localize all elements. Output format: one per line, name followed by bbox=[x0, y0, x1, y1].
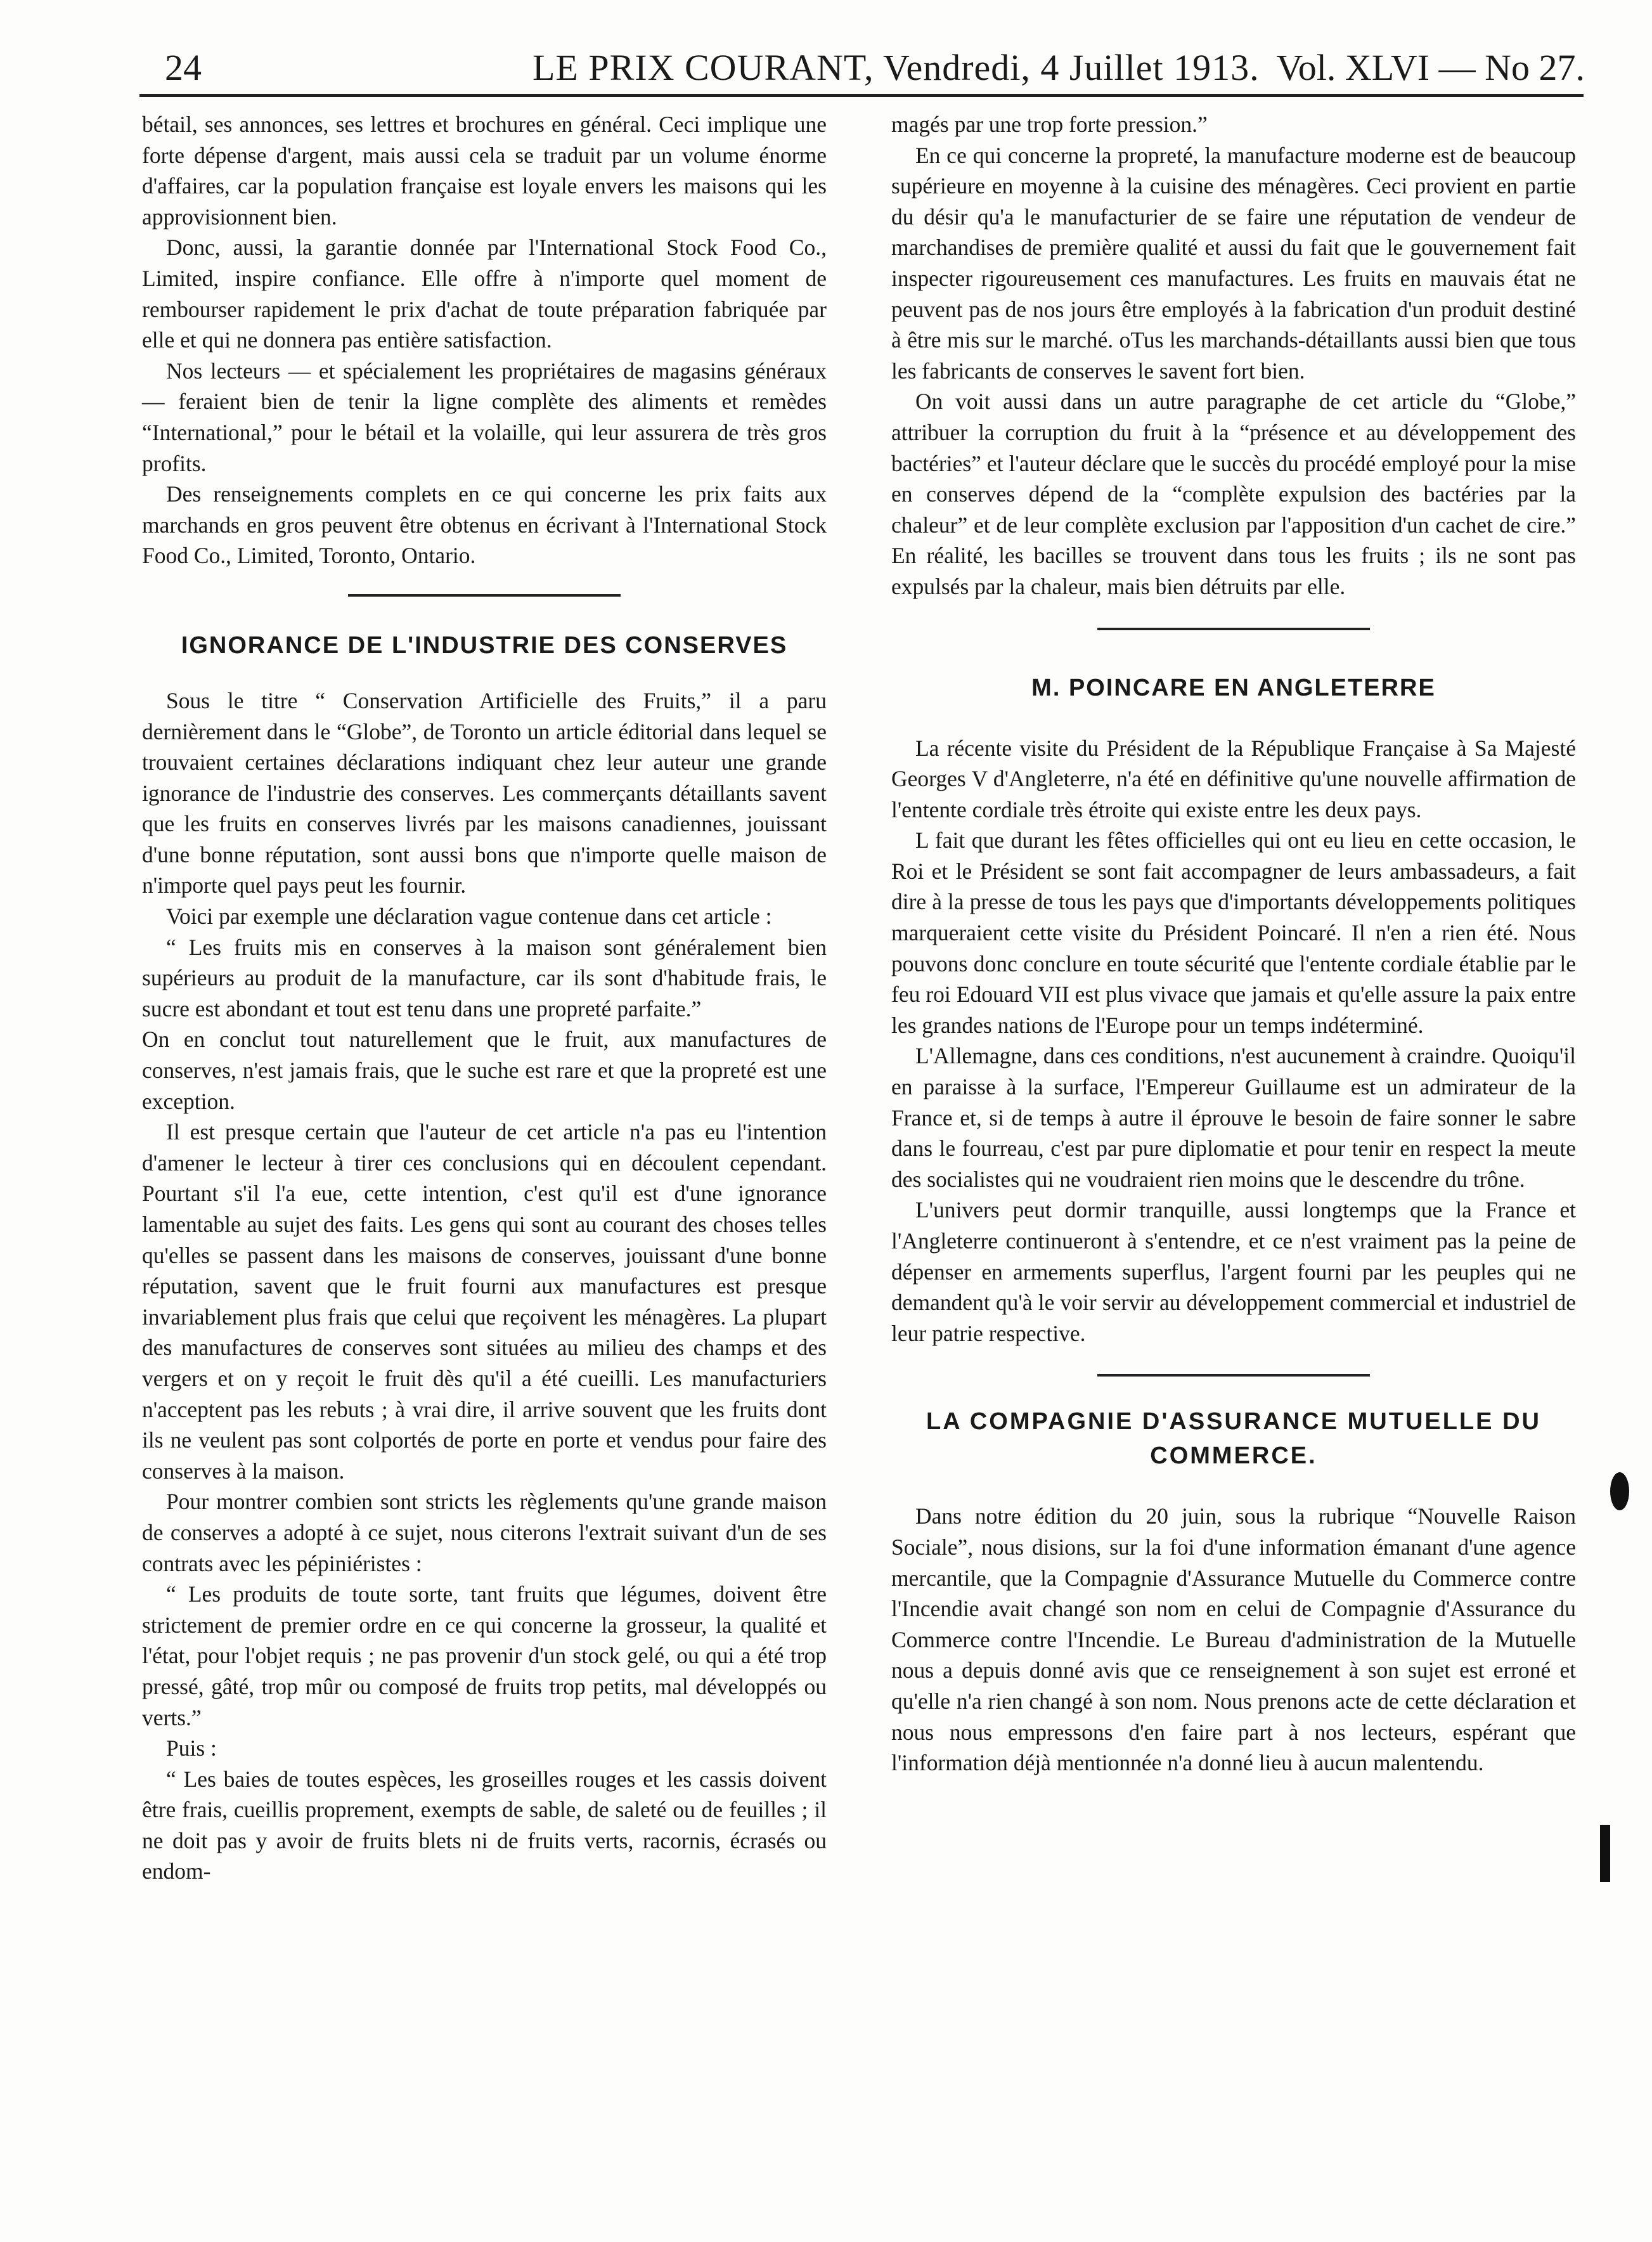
paragraph: magés par une trop forte pression.” bbox=[891, 112, 1208, 137]
section-title bbox=[891, 1404, 1576, 1473]
paragraph: L'univers peut dormir tranquille, aussi longtemps que la France et l'Angleterre continueront à s'entendre, et ce n'est vraiment pas la peine de dépenser en armements superflus, l'argent fourni par les peuples qui ne demandent qu'à le voir servir au développement commercial et industriel de leur patrie respective. bbox=[891, 1197, 1576, 1346]
section-title-line: COMMERCE. bbox=[1150, 1442, 1317, 1470]
page-header bbox=[165, 39, 1585, 96]
paragraph: L'Allemagne, dans ces conditions, n'est aucunement à craindre. Quoiqu'il en paraisse à la surface, l'Empereur Guillaume est un admirateur de la France et, si de temps à autre il éprouve le besoin de faire sonner le sabre dans le fourreau, c'est par pure diplomatie et pour tenir en respect la meute des socialistes qui ne voudraient rien moins que le descendre du trône. bbox=[891, 1043, 1576, 1192]
paragraph: Puis : bbox=[166, 1735, 217, 1761]
header-rule bbox=[139, 94, 1584, 97]
paragraph: La récente visite du Président de la République Française à Sa Majesté Georges V d'Angleterre, n'a été en définitive qu'une nouvelle affirmation de l'entente cordiale très étroite qui existe entre les deux pays. bbox=[891, 735, 1576, 822]
paragraph: Nos lecteurs — et spécialement les propriétaires de magasins généraux — feraient bien de tenir la ligne complète des aliments et remèdes “International,” pour le bétail et la volaille, qui leur assurera de très gros profits. bbox=[142, 358, 827, 476]
paragraph: Dans notre édition du 20 juin, sous la rubrique “Nouvelle Raison Sociale”, nous disions, sur la foi d'une information émanant d'une agence mercantile, que la Compagnie d'Assurance Mutuelle du Commerce contre l'Incendie avait changé son nom en celui de Compagnie d'Assurance du Commerce contre l'Incendie. Le Bureau d'administration de la Mutuelle nous a depuis donné avis que ce renseignement à son sujet est erroné et qu'elle n'a rien changé à son nom. Nous prenons acte de cette déclaration et nous nous empressons d'en faire part à nos lecteurs, espérant que l'information déjà mentionnée n'a donné lieu à aucun malentendu. bbox=[891, 1503, 1576, 1776]
quote-paragraph: “ Les fruits mis en conserves à la maison sont généralement bien supérieurs au produit de la manufacture, car ils sont d'habitude frais, le sucre est abondant et tout est tenu dans une propreté parfaite.” bbox=[142, 934, 827, 1021]
paragraph: L fait que durant les fêtes officielles qui ont eu lieu en cette occasion, le Roi et le Président se sont fait accompagner de leurs ambassadeurs, a fait dire à la presse de tous les pays que d'importants développements politiques marqueraient cette visite du Président Poincaré. Il n'en a rien été. Nous pouvons donc conclure en toute sécurité que l'entente cordiale établie par le feu roi Edouard VII est plus vivace que jamais et qu'elle assure la paix entre les grandes nations de l'Europe pour un temps indéterminé. bbox=[891, 827, 1576, 1038]
paragraph: On en conclut tout naturellement que le fruit, aux manufactures de conserves, n'est jamais frais, que le suche est rare et que la propreté est une exception. bbox=[142, 1027, 827, 1114]
scan-blot bbox=[1600, 1825, 1610, 1882]
paragraph: On voit aussi dans un autre paragraphe de cet article du “Globe,” attribuer la corruption du fruit à la “présence et au développement des bactéries” et l'auteur déclare que le succès du procédé employé pour la mise en conserves dépend de la “complète expulsion des bactéries par la chaleur” et de leur complète exclusion par l'apposition d'un cachet de cire.” En réalité, les bacilles se trouvent dans tous les fruits ; ils ne sont pas expulsés par la chaleur, mais bien détruits par elle. bbox=[891, 389, 1576, 599]
paragraph: Voici par exemple une déclaration vague contenue dans cet article : bbox=[166, 904, 772, 930]
quote-paragraph: “ Les produits de toute sorte, tant fruits que légumes, doivent être strictement de premier ordre en ce qui concerne la grosseur, la qualité et l'état, pour l'objet requis ; ne pas provenir d'un stock gelé, ou qui a été trop pressé, gâté, trop mûr ou composé de fruits trop petits, mal développés ou verts.” bbox=[142, 1581, 827, 1730]
right-column bbox=[891, 109, 1576, 1779]
quote-paragraph: “ Les baies de toutes espèces, les groseilles rouges et les cassis doivent être frais, cueillis proprement, exempts de sable, de saleté ou de feuilles ; il ne doit pas y avoir de fruits blets ni de fruits verts, racornis, écrasés ou endom- bbox=[142, 1766, 827, 1884]
paragraph: Sous le titre “ Conservation Artificielle des Fruits,” il a paru dernièrement dans le “Globe”, de Toronto un article éditorial dans lequel se trouvaient certaines déclarations indiquant chez leur auteur une grande ignorance de l'industrie des conserves. Les commerçants détaillants savent que les fruits en conserves livrés par les maisons canadiennes, jouissant d'une bonne réputation, sont aussi bons que n'importe quelle maison de n'importe quel pays peut les fournir. bbox=[142, 687, 827, 898]
section-title-line: LA COMPAGNIE D'ASSURANCE MUTUELLE DU bbox=[926, 1408, 1541, 1435]
paragraph: Donc, aussi, la garantie donnée par l'International Stock Food Co., Limited, inspire confiance. Elle offre à n'importe quel moment de rembourser rapidement le prix d'achat de toute préparation fabriquée par elle et qui ne donnera pas entière satisfaction. bbox=[142, 235, 827, 353]
paragraph: bétail, ses annonces, ses lettres et brochures en général. Ceci implique une forte dépense d'argent, mais aussi cela se traduit par un volume énorme d'affaires, car la population française est loyale envers les maisons qui les approvisionnent bien. bbox=[142, 112, 827, 230]
paragraph: Des renseignements complets en ce qui concerne les prix faits aux marchands en gros peuvent être obtenus en écrivant à l'International Stock Food Co., Limited, Toronto, Ontario. bbox=[142, 481, 827, 569]
volume-number: Vol. XLVI — No 27. bbox=[1276, 47, 1585, 88]
paragraph: En ce qui concerne la propreté, la manufacture moderne est de beaucoup supérieure en moyenne à la cuisine des ménagères. Ceci provient en partie du désir qu'a le manufacturier de se faire une réputation de vendeur de marchandises de première qualité et aussi du fait que le gouvernement fait inspecter rigoureusement ces manufactures. Les fruits en mauvais état ne peuvent pas de nos jours être employés à la fabrication d'un produit destiné à être mis sur le marché. oTus les marchands-détaillants aussi bien que tous les fabricants de conserves le savent fort bien. bbox=[891, 142, 1576, 384]
paragraph: Pour montrer combien sont stricts les règlements qu'une grande maison de conserves a adopté à ce sujet, nous citerons l'extrait suivant d'un de ses contrats avec les pépiniéristes : bbox=[142, 1489, 827, 1576]
section-title: M. POINCARE EN ANGLETERRE bbox=[1031, 674, 1436, 701]
left-column bbox=[142, 109, 827, 1887]
paragraph: Il est presque certain que l'auteur de cet article n'a pas eu l'intention d'amener le lecteur à tirer ces conclusions qui en découlent cependant. Pourtant s'il l'a eue, cette intention, c'est qu'il est d'une ignorance lamentable au sujet des faits. Les gens qui sont au courant des choses telles qu'elles se passent dans les maisons de conserves, jouissant d'une bonne réputation, savent que le fruit fourni aux manufactures est presque invariablement plus frais que celui que reçoivent les ménagères. La plupart des manufactures de conserves sont situées au milieu des champs et des vergers et on y reçoit le fruit dès qu'il a été cueilli. Les manufacturiers n'acceptent pas les rebuts ; à vrai dire, il arrive souvent que les fruits dont ils ne veulent pas sont colportés de porte en porte et vendus pour faire des conserves à la maison. bbox=[142, 1119, 827, 1484]
page-number: 24 bbox=[165, 47, 202, 88]
scan-blot bbox=[1610, 1472, 1629, 1510]
section-title: IGNORANCE DE L'INDUSTRIE DES CONSERVES bbox=[181, 632, 788, 659]
publication-title: LE PRIX COURANT, Vendredi, 4 Juillet 1913. bbox=[532, 47, 1260, 88]
